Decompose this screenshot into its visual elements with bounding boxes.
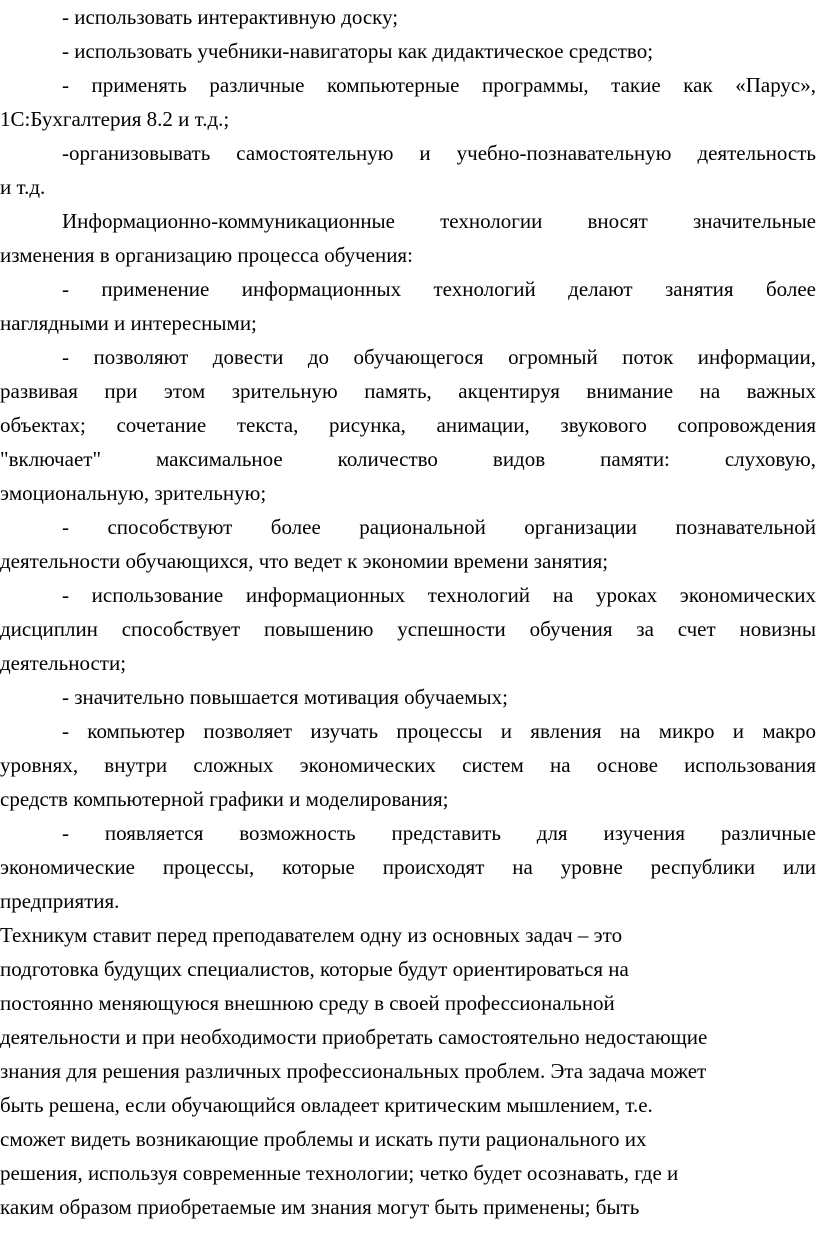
text-line: "включает" максимальное количество видов памяти: слуховую, — [0, 447, 816, 471]
text-line: быть решена, если обучающийся овладеет критическим мышлением, т.е. — [0, 1093, 653, 1117]
bullet-line-computer-programs: - применять различные компьютерные программы, такие как «Парус», — [62, 73, 816, 97]
paragraph-first-line: Техникум ставит перед преподавателем одну из основных задач – это — [0, 923, 623, 947]
bullet-line-visual-lessons: - применение информационных технологий делают занятия более — [62, 277, 816, 301]
text-line: 1С:Бухгалтерия 8.2 и т.д.; — [0, 107, 230, 131]
text-line: эмоциональную, зрительную; — [0, 481, 267, 505]
bullet-line-economic-disciplines: - использование информационных технологий на уроках экономических — [62, 583, 816, 607]
text-line: объектах; сочетание текста, рисунка, анимации, звукового сопровождения — [0, 413, 816, 437]
text-line: решения, используя современные технологии; четко будет осознавать, где и — [0, 1161, 679, 1185]
text-line: средств компьютерной графики и моделирования; — [0, 787, 449, 811]
bullet-line-economic-processes: - появляется возможность представить для изучения различные — [62, 821, 816, 845]
bullet-line-motivation: - значительно повышается мотивация обучаемых; — [62, 685, 508, 709]
text-line: предприятия. — [0, 889, 120, 913]
text-line: знания для решения различных профессиональных проблем. Эта задача может — [0, 1059, 707, 1083]
text-line: деятельности обучающихся, что ведет к экономии времени занятия; — [0, 549, 609, 573]
bullet-line-navigator-textbooks: - использовать учебники-навигаторы как дидактическое средство; — [62, 39, 654, 63]
text-line: деятельности и при необходимости приобретать самостоятельно недостающие — [0, 1025, 708, 1049]
text-line: постоянно меняющуюся внешнюю среду в своей профессиональной — [0, 991, 615, 1015]
paragraph-first-line: Информационно-коммуникационные технологии вносят значительные — [62, 209, 816, 233]
text-line: изменения в организацию процесса обучения: — [0, 243, 413, 267]
bullet-line-organize-activity: -организовывать самостоятельную и учебно-познавательную деятельность — [62, 141, 816, 165]
text-line: развивая при этом зрительную память, акцентируя внимание на важных — [0, 379, 816, 403]
text-line: уровнях, внутри сложных экономических систем на основе использования — [0, 753, 816, 777]
text-line: сможет видеть возникающие проблемы и искать пути рационального их — [0, 1127, 647, 1151]
bullet-line-micro-macro: - компьютер позволяет изучать процессы и явления на микро и макро — [62, 719, 816, 743]
text-line: каким образом приобретаемые им знания могут быть применены; быть — [0, 1195, 640, 1219]
text-line: экономические процессы, которые происходят на уровне республики или — [0, 855, 816, 879]
text-line: деятельности; — [0, 651, 127, 675]
bullet-line-interactive-board: - использовать интерактивную доску; — [62, 5, 399, 29]
text-line: дисциплин способствует повышению успешности обучения за счет новизны — [0, 617, 816, 641]
text-line: и т.д. — [0, 175, 46, 199]
bullet-line-rational-organization: - способствуют более рациональной организации познавательной — [62, 515, 816, 539]
bullet-line-information-flow: - позволяют довести до обучающегося огромный поток информации, — [62, 345, 816, 369]
text-line: наглядными и интересными; — [0, 311, 257, 335]
text-line: подготовка будущих специалистов, которые будут ориентироваться на — [0, 957, 629, 981]
